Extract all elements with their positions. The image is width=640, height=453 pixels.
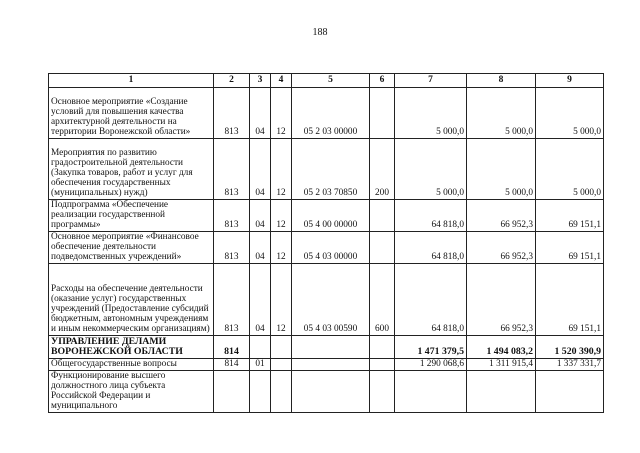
cell-grbs: 813: [214, 264, 250, 336]
row-name: Общегосударственные вопросы: [49, 359, 214, 371]
cell-year2: 1 494 083,2: [467, 336, 536, 359]
header-cell: 4: [271, 74, 292, 88]
row-name: Мероприятия по развитию градостроительной деятельности (Закупка товаров, работ и услуг для обеспечения государственных (муниципальных) нужд): [49, 139, 214, 200]
cell-pr: [271, 359, 292, 371]
cell-vr: 200: [370, 139, 395, 200]
cell-vr: [370, 371, 395, 413]
cell-csr: 05 4 03 00590: [292, 264, 370, 336]
table-row: [49, 200, 604, 232]
cell-year3: 69 151,1: [536, 232, 604, 264]
cell-year1: 64 818,0: [395, 232, 467, 264]
table-row: [49, 264, 604, 336]
cell-grbs: 814: [214, 359, 250, 371]
cell-year1: 64 818,0: [395, 200, 467, 232]
cell-grbs: [214, 371, 250, 413]
cell-year3: 5 000,0: [536, 139, 604, 200]
cell-year3: [536, 371, 604, 413]
cell-vr: [370, 200, 395, 232]
page-number: 188: [312, 27, 328, 38]
row-name: Подпрограмма «Обеспечение реализации государственной программы»: [49, 200, 214, 232]
header-cell: 2: [214, 74, 250, 88]
cell-year1: [395, 371, 467, 413]
cell-year1: 5 000,0: [395, 88, 467, 139]
budget-table: [48, 73, 604, 413]
cell-year3: 1 337 331,7: [536, 359, 604, 371]
cell-csr: 05 4 03 00000: [292, 232, 370, 264]
header-cell: 9: [536, 74, 604, 88]
cell-vr: [370, 336, 395, 359]
cell-pr: [271, 371, 292, 413]
header-cell: 8: [467, 74, 536, 88]
cell-year2: [467, 371, 536, 413]
row-name: Расходы на обеспечение деятельности (оказание услуг) государственных учреждений (Предоставление субсидий бюджетным, автономным учреждениям и иным некоммерческим организациям): [49, 264, 214, 336]
cell-year2: 1 311 915,4: [467, 359, 536, 371]
cell-grbs: 813: [214, 139, 250, 200]
cell-rz: [250, 336, 271, 359]
table-row: [49, 88, 604, 139]
cell-rz: 04: [250, 232, 271, 264]
cell-rz: [250, 371, 271, 413]
table-row: [49, 336, 604, 359]
cell-year3: 69 151,1: [536, 264, 604, 336]
cell-csr: [292, 359, 370, 371]
cell-vr: [370, 359, 395, 371]
table-row: [49, 359, 604, 371]
header-cell: 7: [395, 74, 467, 88]
cell-grbs: 814: [214, 336, 250, 359]
cell-pr: 12: [271, 88, 292, 139]
cell-year2: 5 000,0: [467, 139, 536, 200]
cell-rz: 04: [250, 139, 271, 200]
cell-pr: 12: [271, 232, 292, 264]
row-name: Функционирование высшего должностного лица субъекта Российской Федерации и муниципального: [49, 371, 214, 413]
cell-year2: 5 000,0: [467, 88, 536, 139]
cell-rz: 04: [250, 200, 271, 232]
cell-csr: 05 2 03 00000: [292, 88, 370, 139]
cell-pr: [271, 336, 292, 359]
cell-pr: 12: [271, 264, 292, 336]
table-row: [49, 371, 604, 413]
cell-csr: [292, 336, 370, 359]
cell-vr: [370, 88, 395, 139]
cell-year2: 66 952,3: [467, 232, 536, 264]
cell-grbs: 813: [214, 232, 250, 264]
cell-grbs: 813: [214, 200, 250, 232]
header-cell: 5: [292, 74, 370, 88]
cell-vr: 600: [370, 264, 395, 336]
cell-year1: 1 471 379,5: [395, 336, 467, 359]
cell-year1: 1 290 068,6: [395, 359, 467, 371]
cell-year1: 5 000,0: [395, 139, 467, 200]
cell-rz: 04: [250, 264, 271, 336]
cell-year3: 1 520 390,9: [536, 336, 604, 359]
row-name: Основное мероприятие «Создание условий для повышения качества архитектурной деятельности на территории Воронежской области»: [49, 88, 214, 139]
header-cell: 3: [250, 74, 271, 88]
cell-grbs: 813: [214, 88, 250, 139]
cell-year3: 5 000,0: [536, 88, 604, 139]
cell-csr: 05 4 00 00000: [292, 200, 370, 232]
row-name: УПРАВЛЕНИЕ ДЕЛАМИ ВОРОНЕЖСКОЙ ОБЛАСТИ: [49, 336, 214, 359]
cell-vr: [370, 232, 395, 264]
header-cell: 1: [49, 74, 214, 88]
table-row: [49, 232, 604, 264]
cell-pr: 12: [271, 139, 292, 200]
cell-year2: 66 952,3: [467, 200, 536, 232]
cell-pr: 12: [271, 200, 292, 232]
cell-year3: 69 151,1: [536, 200, 604, 232]
table-header-row: [49, 74, 604, 88]
table-row: [49, 139, 604, 200]
cell-csr: 05 2 03 70850: [292, 139, 370, 200]
header-cell: 6: [370, 74, 395, 88]
row-name: Основное мероприятие «Финансовое обеспечение деятельности подведомственных учреждений»: [49, 232, 214, 264]
cell-rz: 01: [250, 359, 271, 371]
cell-year1: 64 818,0: [395, 264, 467, 336]
cell-rz: 04: [250, 88, 271, 139]
cell-csr: [292, 371, 370, 413]
cell-year2: 66 952,3: [467, 264, 536, 336]
